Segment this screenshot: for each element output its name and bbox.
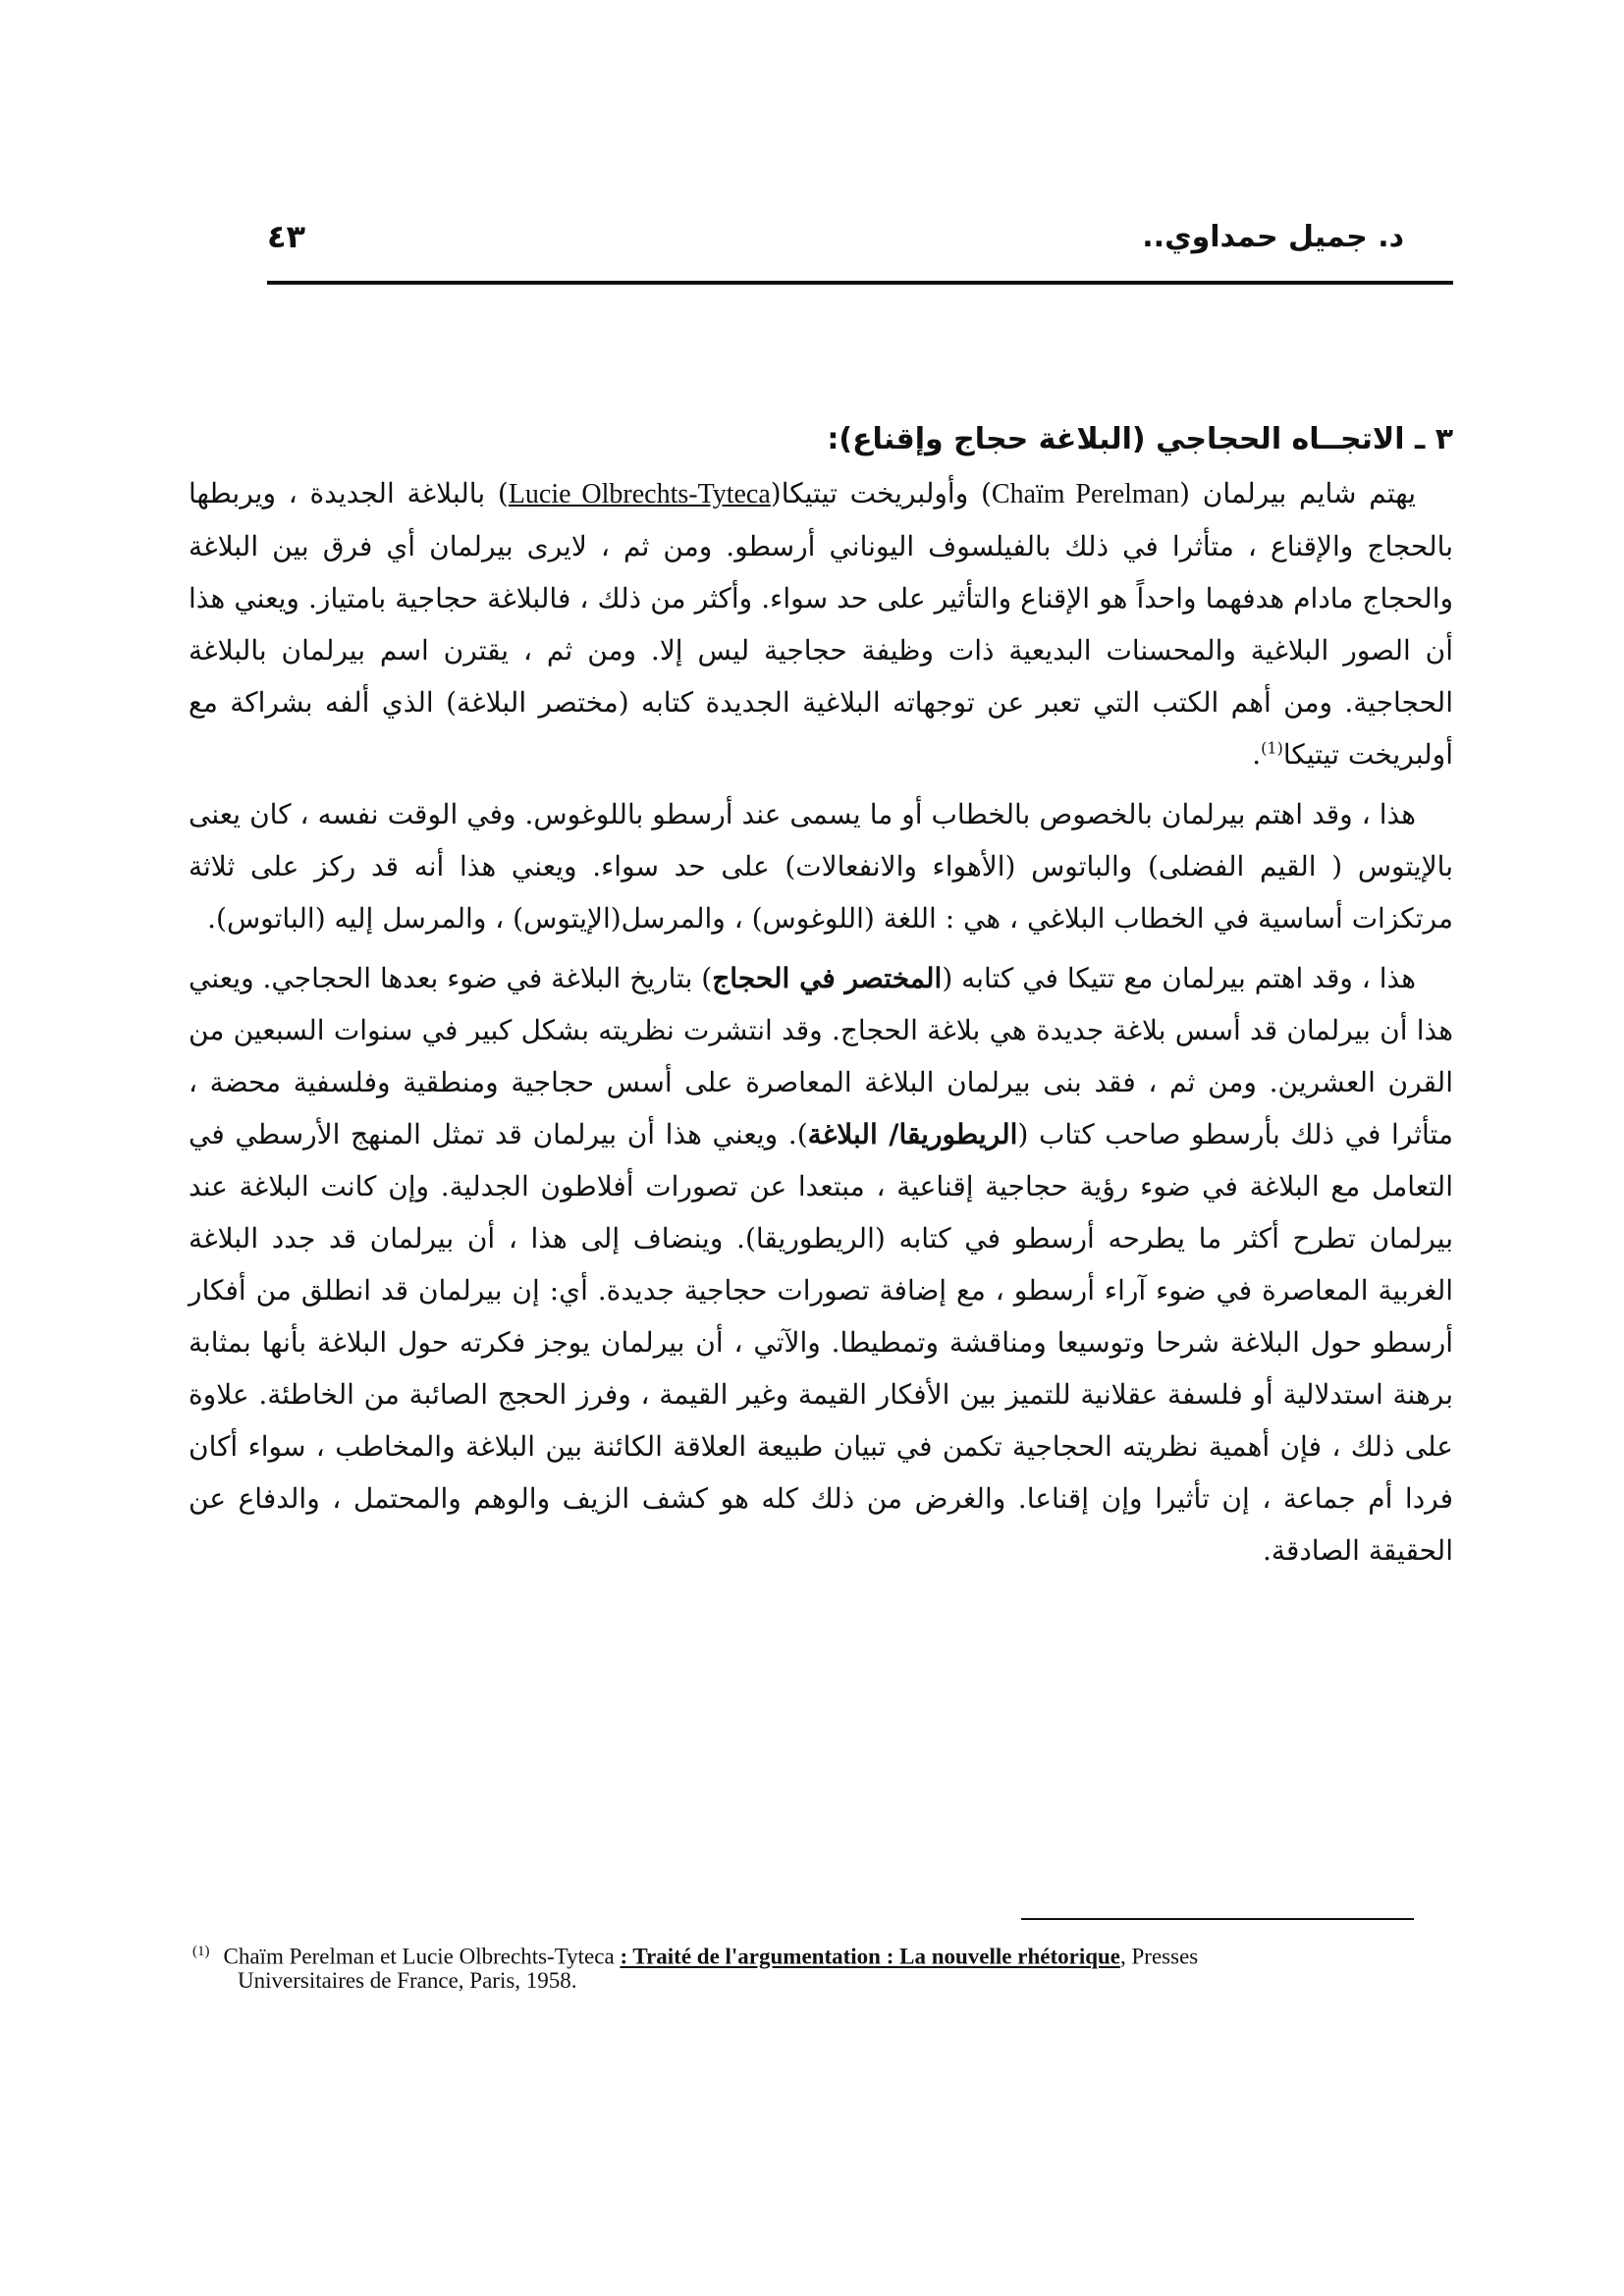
running-header bbox=[267, 214, 1453, 273]
book-title: الريطوريقا/ البلاغة bbox=[807, 1118, 1018, 1150]
header-author: د. جميل حمداوي.. bbox=[1142, 220, 1404, 254]
footnote-title: : Traité de l'argumentation : La nouvelle rhétorique bbox=[620, 1944, 1121, 1969]
footnote-marker: (1) bbox=[192, 1944, 210, 1959]
latin-name-tyteca: Lucie Olbrechts-Tyteca bbox=[508, 479, 771, 509]
paragraph-3 bbox=[189, 952, 1453, 1576]
footnote-publisher: , Presses bbox=[1120, 1944, 1199, 1969]
header-rule bbox=[267, 281, 1453, 285]
text-run: ). ويعني هذا أن بيرلمان قد تمثل المنهج الأرسطي في التعامل مع البلاغة في ضوء رؤية حجاجية إقناعية ، مبتعدا عن تصورات أفلاطون الجدلية. وإن كانت البلاغة عند بيرلمان تطرح أكثر ما يطرحه أرسطو في كتابه (الريطوريقا). وينضاف إلى هذا ، أن بيرلمان قد جدد البلاغة الغربية المعاصرة في ضوء آراء أرسطو ، مع إضافة تصورات حجاجية جديدة. أي: إن بيرلمان قد انطلق من أفكار أرسطو حول البلاغة شرحا وتوسيعا ومناقشة وتمطيطا. والآتي ، أن بيرلمان يوجز فكرته حول البلاغة بأنها بمثابة برهنة استدلالية أو فلسفة عقلانية للتميز بين الأفكار القيمة وغير القيمة ، وفرز الحجج الصائبة من الخاطئة. علاوة على ذلك ، فإن أهمية نظريته الحجاجية تكمن في تبيان طبيعة العلاقة الكائنة بين البلاغة والمخاطب ، سواء أكان فردا أم جماعة ، إن تأثيرا وإن إقناعا. والغرض من ذلك كله هو كشف الزيف والوهم والمحتمل ، والدفاع عن الحقيقة الصادقة. bbox=[189, 1118, 1454, 1567]
body-text bbox=[189, 412, 1453, 1576]
footnote-reference: (1) bbox=[1261, 738, 1283, 758]
paragraph-2: هذا ، وقد اهتم بيرلمان بالخصوص بالخطاب أو ما يسمى عند أرسطو باللوغوس. وفي الوقت نفسه ، كان يعنى بالإيتوس ( القيم الفضلى) والباتوس (الأهواء والانفعالات) على حد سواء. ويعني هذا أنه قد ركز على ثلاثة مرتكزات أساسية في الخطاب البلاغي ، هي : اللغة (اللوغوس) ، والمرسل(الإيتوس) ، والمرسل إليه (الباتوس). bbox=[189, 798, 1453, 934]
paragraph-1 bbox=[189, 467, 1453, 780]
footnote-rule bbox=[1021, 1918, 1414, 1920]
text-run: يهتم شايم بيرلمان ( bbox=[1179, 477, 1416, 509]
text-run: ) وأولبريخت تيتيكا( bbox=[770, 477, 992, 509]
book-title: المختصر في الحجاج bbox=[712, 962, 943, 994]
footnote-publisher-cont: Universitaires de France, Paris, 1958. bbox=[238, 1967, 577, 1993]
text-run: . bbox=[1252, 738, 1262, 771]
text-run: ) بتاريخ البلاغة في ضوء بعدها الحجاجي. ويعني هذا أن بيرلمان قد أسس بلاغة جديدة هي بلاغة الحجاج. وقد انتشرت نظريته بشكل كبير في سنوات السبعين من القرن العشرين. ومن ثم ، فقد بنى بيرلمان البلاغة المعاصرة على أسس حجاجية ومنطقية وفلسفية محضة ، متأثرا في ذلك بأرسطو صاحب كتاب ( bbox=[189, 962, 1454, 1150]
footnote-authors: Chaïm Perelman et Lucie Olbrechts-Tyteca bbox=[223, 1944, 615, 1969]
text-run: هذا ، وقد اهتم بيرلمان مع تتيكا في كتابه ( bbox=[942, 962, 1416, 994]
text-run: ) بالبلاغة الجديدة ، ويربطها بالحجاج والإقناع ، متأثرا في ذلك بالفيلسوف اليوناني أرسطو. ومن ثم ، لايرى بيرلمان أي فرق بين البلاغة والحجاج مادام هدفهما واحداً هو الإقناع والتأثير على حد سواء. وأكثر من ذلك ، فالبلاغة حجاجية بامتياز. ويعني هذا أن الصور البلاغية والمحسنات البديعية ذات وظيفة حجاجية ليس إلا. ومن ثم ، يقترن اسم بيرلمان بالبلاغة الحجاجية. ومن أهم الكتب التي تعبر عن توجهاته البلاغية الجديدة كتابه (مختصر البلاغة) الذي ألفه بشراكة مع أولبريخت تيتيكا bbox=[189, 477, 1453, 771]
latin-name-perelman: Chaïm Perelman bbox=[991, 479, 1180, 509]
footnote bbox=[192, 1940, 1453, 1993]
section-heading: ٣ ـ الاتجــاه الحجاجي (البلاغة حجاج وإقناع): bbox=[827, 422, 1453, 456]
page-number: ٤٣ bbox=[267, 218, 306, 255]
